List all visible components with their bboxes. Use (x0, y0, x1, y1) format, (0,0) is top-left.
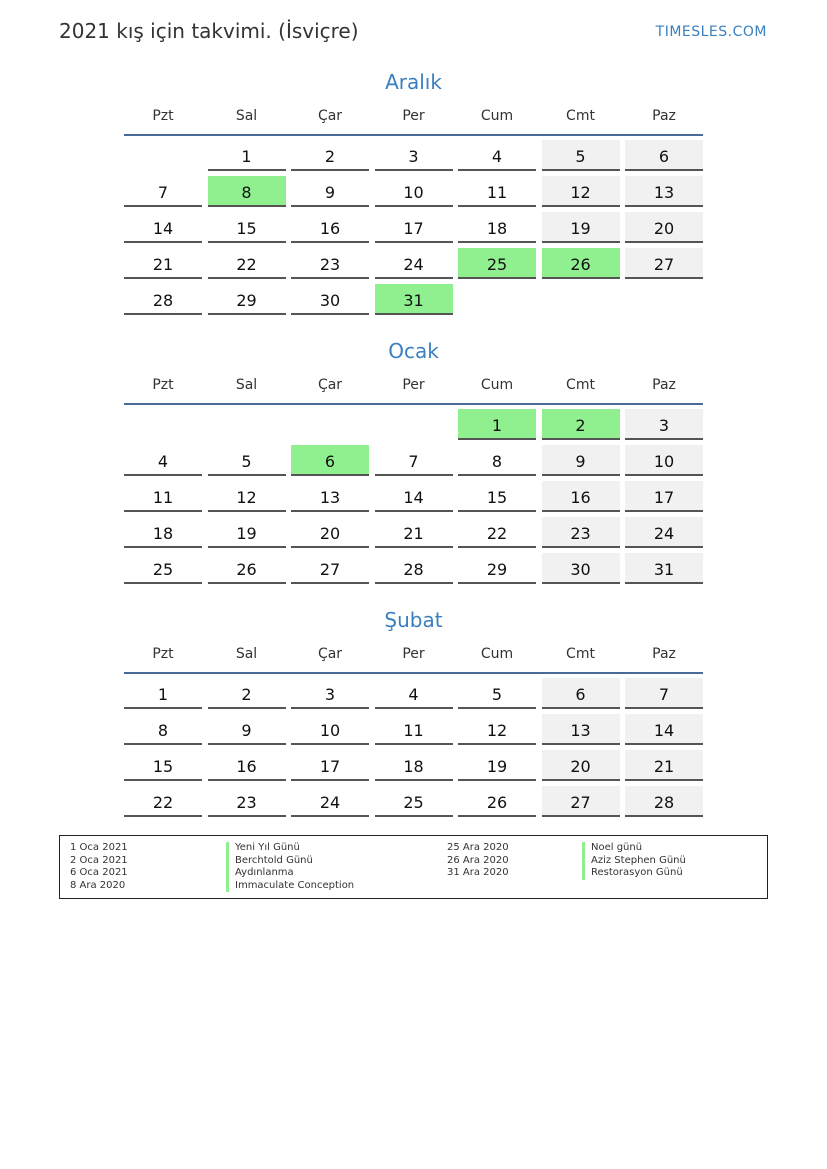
day-cell: 19 (458, 750, 536, 781)
day-cell: 22 (458, 517, 536, 548)
holiday-day-cell: 8 (208, 176, 286, 207)
day-grid (124, 405, 703, 589)
day-cell: 26 (458, 786, 536, 817)
day-cell: 16 (208, 750, 286, 781)
day-cell: 27 (625, 248, 703, 279)
day-cell: 9 (208, 714, 286, 745)
day-cell: 7 (625, 678, 703, 709)
weekday-label: Per (402, 377, 425, 393)
weekday-label: Sal (235, 646, 258, 662)
legend-date: 26 Ara 2020 (447, 854, 509, 866)
weekday-label: Cum (480, 377, 514, 393)
legend-date: 6 Oca 2021 (70, 867, 128, 878)
day-cell: 18 (124, 517, 202, 548)
weekday-label: Per (402, 646, 425, 662)
day-cell: 23 (542, 517, 620, 548)
weekday-label: Cmt (566, 108, 595, 124)
day-cell: 11 (375, 714, 453, 745)
legend-holiday-name: Yeni Yıl Günü (226, 842, 354, 855)
day-cell: 28 (625, 786, 703, 817)
weekday-label: Cmt (566, 377, 595, 393)
day-cell: 17 (625, 481, 703, 512)
month-title: Aralık (385, 70, 442, 94)
day-cell: 11 (458, 176, 536, 207)
day-cell: 22 (208, 248, 286, 279)
day-cell: 10 (375, 176, 453, 207)
day-cell: 9 (291, 176, 369, 207)
legend-holiday-name: Restorasyon Günü (582, 867, 686, 880)
day-cell: 1 (208, 140, 286, 171)
day-cell: 2 (208, 678, 286, 709)
day-cell: 14 (375, 481, 453, 512)
day-cell: 22 (124, 786, 202, 817)
day-cell: 7 (375, 445, 453, 476)
day-cell: 10 (291, 714, 369, 745)
day-cell: 27 (291, 553, 369, 584)
holiday-day-cell: 25 (458, 248, 536, 279)
weekday-label: Sal (235, 377, 258, 393)
day-cell: 25 (124, 553, 202, 584)
weekday-label: Cum (480, 646, 514, 662)
holiday-day-cell: 1 (458, 409, 536, 440)
day-cell: 20 (542, 750, 620, 781)
day-cell: 2 (291, 140, 369, 171)
day-cell: 28 (375, 553, 453, 584)
day-cell: 15 (458, 481, 536, 512)
day-cell: 5 (542, 140, 620, 171)
day-cell: 16 (291, 212, 369, 243)
day-cell: 21 (375, 517, 453, 548)
legend-date: 1 Oca 2021 (70, 842, 128, 853)
day-cell: 6 (625, 140, 703, 171)
day-cell: 4 (458, 140, 536, 171)
day-cell: 25 (375, 786, 453, 817)
day-cell: 10 (625, 445, 703, 476)
legend-holiday-name: Aziz Stephen Günü (582, 855, 686, 868)
day-cell: 20 (291, 517, 369, 548)
day-cell: 29 (458, 553, 536, 584)
day-cell: 19 (208, 517, 286, 548)
legend-dates-right (447, 842, 509, 880)
day-cell: 8 (124, 714, 202, 745)
weekday-header (124, 371, 703, 405)
month-title: Ocak (388, 339, 439, 363)
holiday-day-cell: 6 (291, 445, 369, 476)
day-cell: 20 (625, 212, 703, 243)
holiday-day-cell: 26 (542, 248, 620, 279)
day-cell: 24 (291, 786, 369, 817)
day-cell: 31 (625, 553, 703, 584)
holiday-day-cell: 31 (375, 284, 453, 315)
weekday-label: Çar (317, 108, 343, 124)
weekday-label: Cmt (566, 646, 595, 662)
day-cell: 28 (124, 284, 202, 315)
legend-holiday-name: Noel günü (582, 842, 686, 855)
day-cell: 18 (375, 750, 453, 781)
day-cell: 12 (458, 714, 536, 745)
weekday-label: Sal (235, 108, 258, 124)
day-cell: 15 (124, 750, 202, 781)
legend-date: 31 Ara 2020 (447, 867, 509, 878)
day-cell: 21 (625, 750, 703, 781)
day-cell: 19 (542, 212, 620, 243)
day-cell: 5 (458, 678, 536, 709)
day-cell: 18 (458, 212, 536, 243)
day-cell: 16 (542, 481, 620, 512)
month-block (124, 337, 703, 589)
site-link[interactable]: TIMESLES.COM (655, 24, 767, 40)
legend-names-left (226, 842, 354, 892)
legend-date: 25 Ara 2020 (447, 842, 509, 853)
day-cell: 13 (625, 176, 703, 207)
weekday-label: Paz (652, 646, 676, 662)
day-cell: 11 (124, 481, 202, 512)
day-cell: 12 (542, 176, 620, 207)
day-cell: 8 (458, 445, 536, 476)
day-cell: 6 (542, 678, 620, 709)
day-cell: 9 (542, 445, 620, 476)
day-cell: 1 (124, 678, 202, 709)
weekday-label: Çar (317, 646, 343, 662)
legend-holiday-name: Aydınlanma (226, 867, 354, 880)
weekday-label: Pzt (152, 646, 174, 662)
legend-date: 2 Oca 2021 (70, 854, 128, 866)
weekday-label: Paz (652, 108, 676, 124)
day-cell: 26 (208, 553, 286, 584)
month-block (124, 606, 703, 822)
weekday-label: Cum (480, 108, 514, 124)
weekday-label: Paz (652, 377, 676, 393)
day-cell: 4 (375, 678, 453, 709)
day-cell: 17 (375, 212, 453, 243)
weekday-label: Pzt (152, 377, 174, 393)
month-title: Şubat (384, 608, 443, 632)
day-cell: 23 (208, 786, 286, 817)
day-cell: 13 (542, 714, 620, 745)
day-cell: 4 (124, 445, 202, 476)
day-grid (124, 136, 703, 320)
day-cell: 13 (291, 481, 369, 512)
day-cell: 15 (208, 212, 286, 243)
day-cell: 7 (124, 176, 202, 207)
weekday-header (124, 102, 703, 136)
weekday-label: Pzt (152, 108, 174, 124)
day-cell: 24 (625, 517, 703, 548)
legend-date: 8 Ara 2020 (70, 879, 126, 891)
day-cell: 21 (124, 248, 202, 279)
day-cell: 3 (625, 409, 703, 440)
month-block (124, 68, 703, 320)
day-cell: 30 (542, 553, 620, 584)
day-cell: 14 (124, 212, 202, 243)
day-cell: 5 (208, 445, 286, 476)
day-cell: 14 (625, 714, 703, 745)
day-cell: 17 (291, 750, 369, 781)
legend-holiday-name: Berchtold Günü (226, 855, 354, 868)
weekday-label: Çar (317, 377, 343, 393)
day-cell: 12 (208, 481, 286, 512)
day-cell: 3 (291, 678, 369, 709)
day-cell: 30 (291, 284, 369, 315)
day-cell: 24 (375, 248, 453, 279)
legend-names-right (582, 842, 686, 880)
legend-dates-left (70, 842, 128, 892)
page-title: 2021 kış için takvimi. (İsviçre) (59, 19, 359, 43)
day-grid (124, 674, 703, 822)
day-cell: 27 (542, 786, 620, 817)
holiday-legend (59, 835, 768, 899)
legend-holiday-name: Immaculate Conception (226, 880, 354, 893)
holiday-day-cell: 2 (542, 409, 620, 440)
day-cell: 29 (208, 284, 286, 315)
weekday-label: Per (402, 108, 425, 124)
day-cell: 23 (291, 248, 369, 279)
day-cell: 3 (375, 140, 453, 171)
weekday-header (124, 640, 703, 674)
